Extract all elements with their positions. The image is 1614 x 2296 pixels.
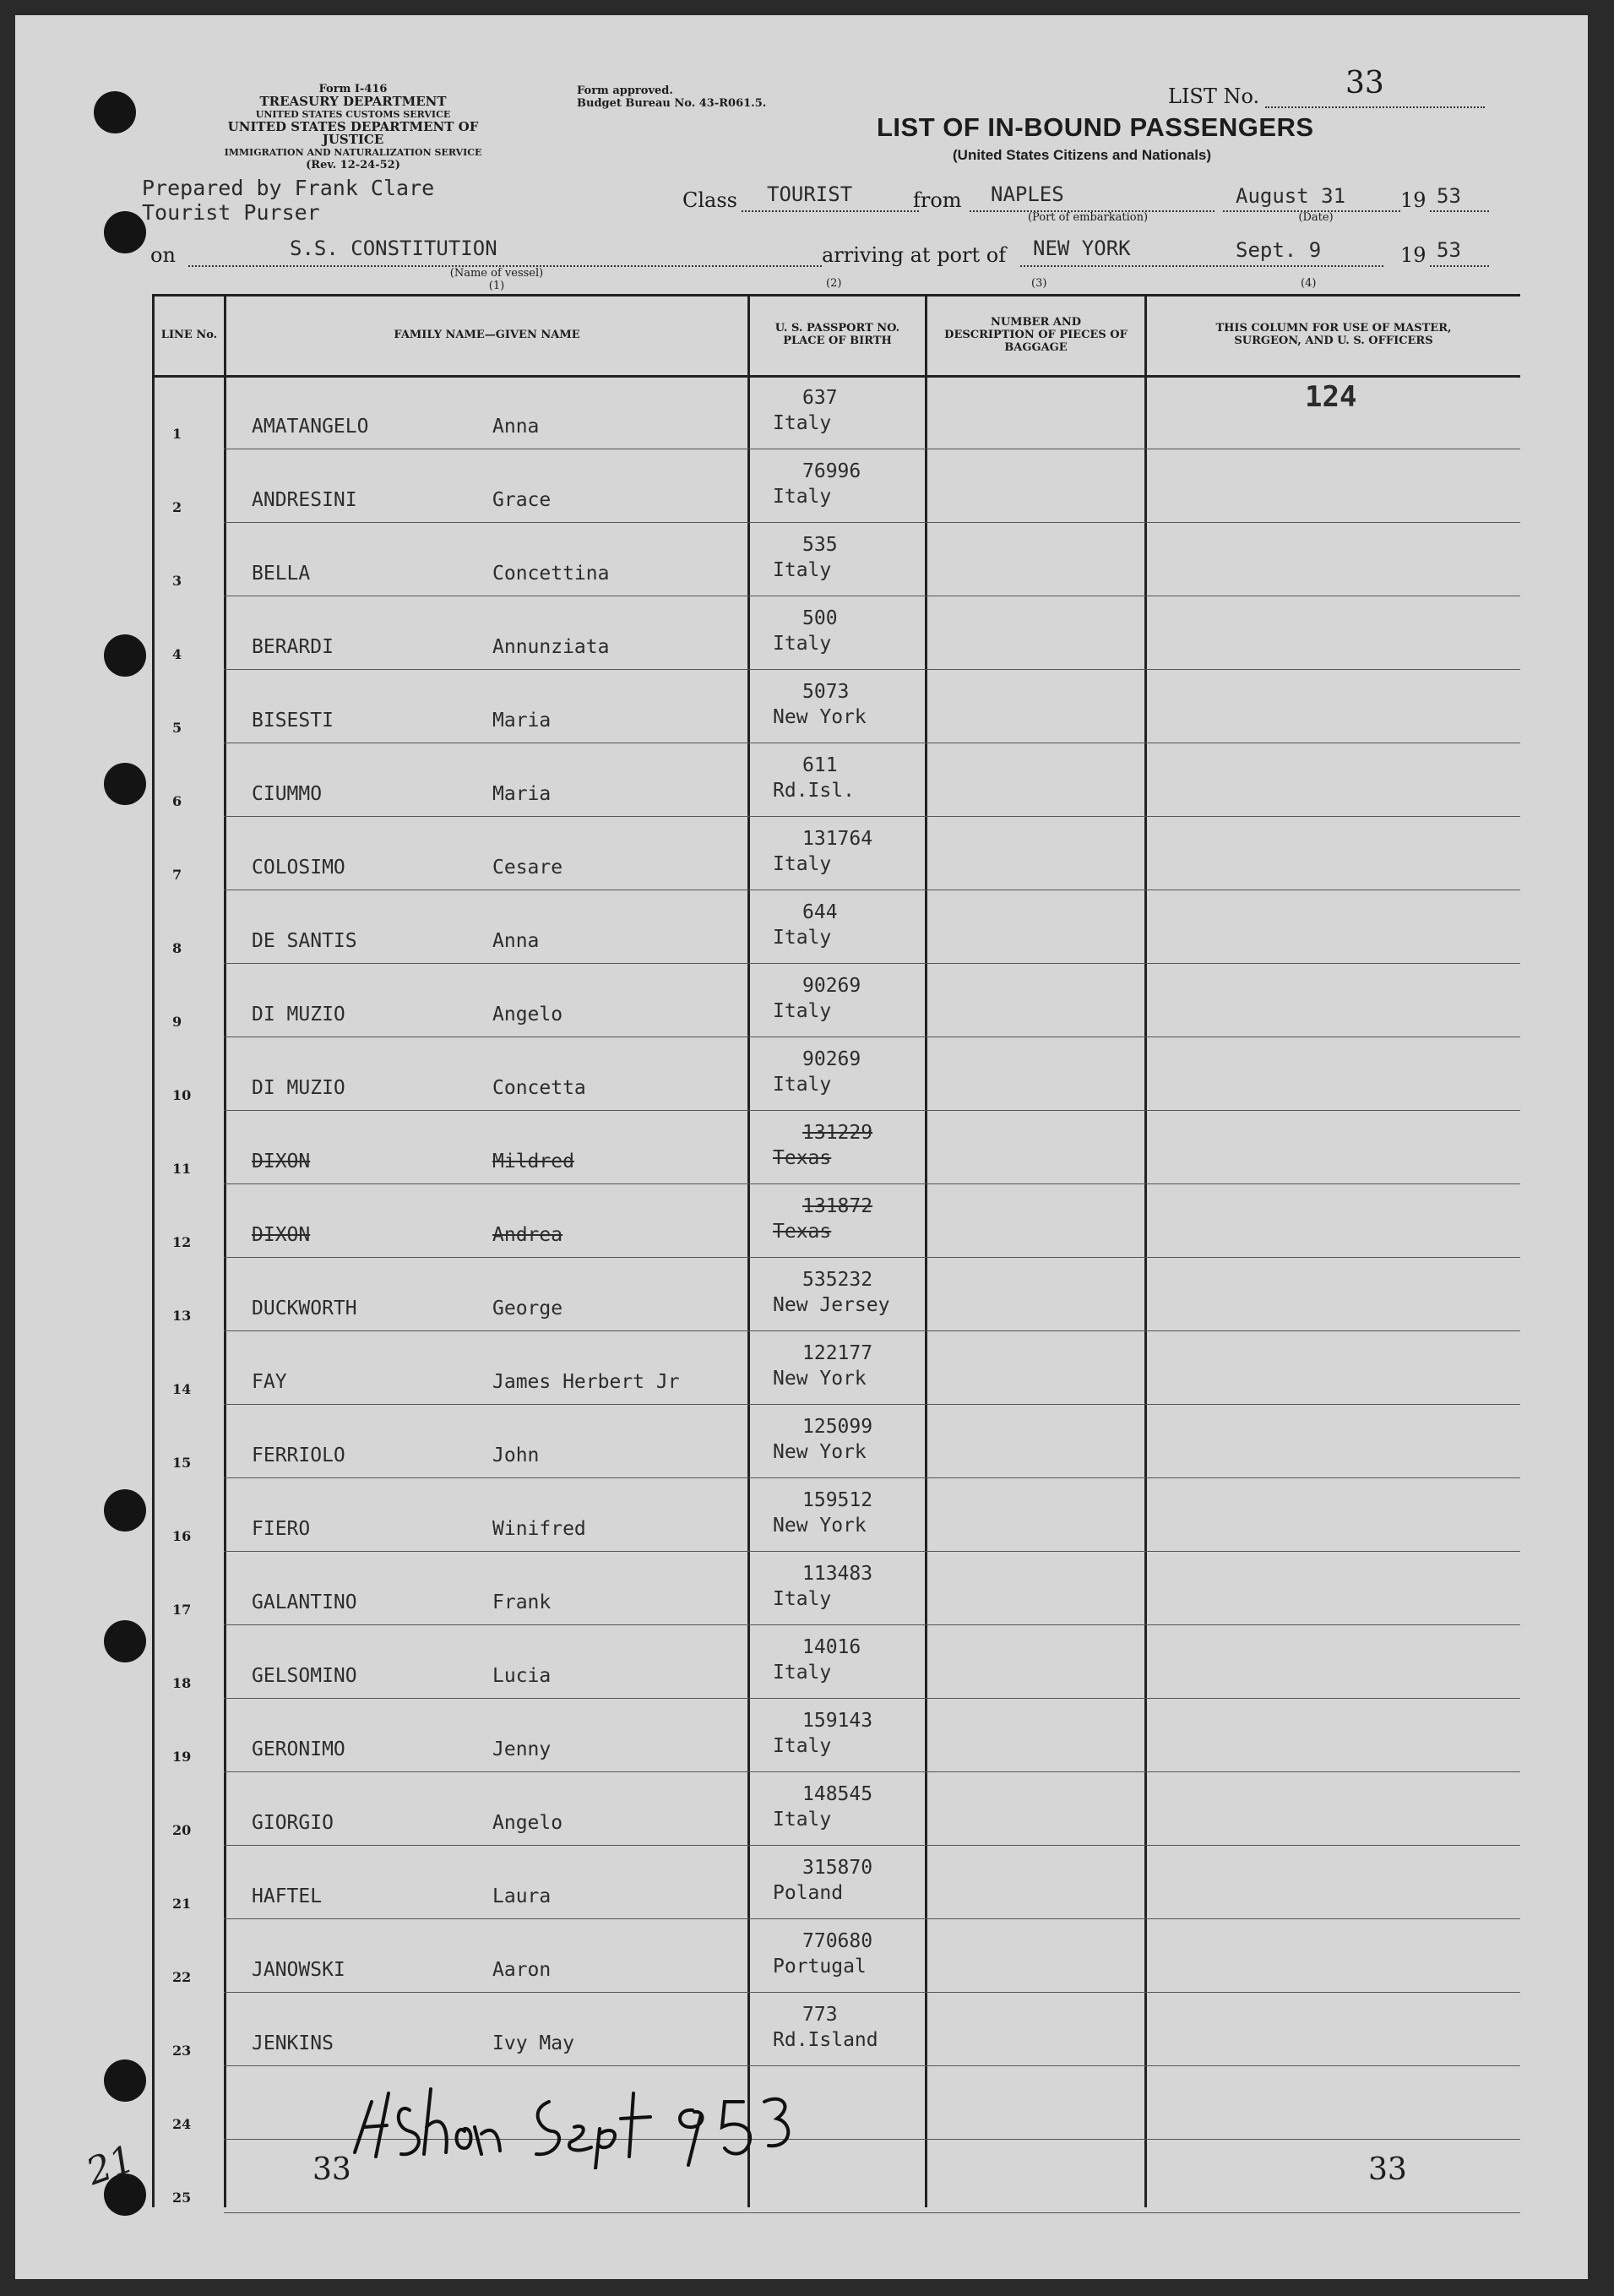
column-header-officers: THIS COLUMN FOR USE OF MASTER, SURGEON, AND U. S. OFFICERS [1215, 322, 1452, 347]
passport-number: 535 [802, 534, 838, 556]
family-name: DUCKWORTH [252, 1298, 357, 1319]
line-number: 9 [172, 1014, 182, 1030]
vessel-name: S.S. CONSTITUTION [290, 237, 497, 260]
given-name: Cesare [492, 857, 563, 879]
family-name: GALANTINO [252, 1591, 357, 1613]
embark-caption: (Port of embarkation) [1027, 211, 1149, 224]
departure-year-prefix: 19 [1400, 188, 1427, 212]
place-of-birth: Italy [773, 1662, 832, 1684]
caption-2: (2) [826, 277, 842, 290]
family-name: GIORGIO [252, 1812, 334, 1834]
line-number: 13 [172, 1308, 192, 1324]
place-of-birth: Italy [773, 1588, 832, 1610]
line-number: 17 [172, 1602, 192, 1618]
arrival-month: Sept. 9 [1236, 238, 1322, 262]
given-name: Concetta [492, 1077, 586, 1099]
given-name: Frank [492, 1591, 552, 1613]
passport-number: 90269 [802, 975, 861, 997]
punch-hole [104, 634, 146, 677]
given-name: John [492, 1445, 540, 1466]
list-number: 33 [1345, 66, 1384, 101]
family-name: COLOSIMO [252, 857, 345, 879]
arrival-year-prefix: 19 [1400, 243, 1427, 267]
family-name: DIXON [252, 1151, 311, 1172]
passport-number: 148545 [802, 1783, 873, 1805]
form-number: Form I-416 TREASURY DEPARTMENT UNITED STATES CUSTOMS SERVICE UNITED STATES DEPARTMENT OF JUSTICE IMMIGRATION AND NATURALIZATION SERVICE (Rev. 12-24-52) [224, 83, 482, 171]
line-number: 21 [172, 1896, 192, 1912]
page-title: LIST OF IN-BOUND PASSENGERS [877, 112, 1314, 142]
column-header-baggage: NUMBER AND DESCRIPTION OF PIECES OF BAGGAGE [944, 315, 1128, 354]
line-number: 25 [172, 2190, 192, 2206]
family-name: BERARDI [252, 636, 334, 658]
row-divider [224, 1036, 1520, 1037]
place-of-birth: Poland [773, 1882, 844, 1904]
row-divider [224, 1404, 1520, 1405]
line-number: 11 [172, 1161, 192, 1177]
row-divider [224, 1551, 1520, 1552]
line-number: 23 [172, 2043, 192, 2059]
place-of-birth: Rd.Isl. [773, 780, 855, 802]
passenger-table [152, 294, 1520, 2207]
family-name: FERRIOLO [252, 1445, 345, 1466]
row-divider [224, 522, 1520, 523]
family-name: CIUMMO [252, 783, 323, 805]
handwritten-signature [346, 2076, 819, 2169]
row-divider [224, 816, 1520, 817]
row-divider [224, 1183, 1520, 1184]
from-label: from [913, 188, 962, 212]
place-of-birth: Italy [773, 633, 832, 655]
line-number: 1 [172, 426, 182, 442]
family-name: ANDRESINI [252, 489, 357, 511]
line-number: 22 [172, 1969, 192, 1985]
line-number: 10 [172, 1087, 192, 1103]
passport-number: 773 [802, 2004, 838, 2026]
place-of-birth: Italy [773, 1809, 832, 1831]
place-of-birth: Italy [773, 927, 832, 949]
row-divider [224, 1992, 1520, 1993]
departure-year: 53 [1437, 184, 1461, 208]
passport-number: 113483 [802, 1563, 873, 1585]
row-divider [224, 963, 1520, 964]
given-name: Winifred [492, 1518, 586, 1540]
passport-number: 535232 [802, 1269, 873, 1291]
line-number: 18 [172, 1675, 192, 1691]
family-name: GELSOMINO [252, 1665, 357, 1687]
line-number: 4 [172, 646, 182, 662]
punch-hole [104, 1620, 146, 1662]
passport-number: 770680 [802, 1930, 873, 1952]
place-of-birth: Italy [773, 486, 832, 508]
departure-month: August 31 [1236, 184, 1346, 208]
place-of-birth: Portugal [773, 1956, 867, 1978]
column-header-line-no: LINE No. [160, 328, 218, 341]
line-number: 12 [172, 1234, 192, 1250]
passport-number: 122177 [802, 1342, 873, 1364]
punch-hole [94, 91, 136, 133]
row-divider [224, 1624, 1520, 1625]
line-number: 8 [172, 940, 182, 956]
row-divider [224, 1257, 1520, 1258]
punch-hole [104, 763, 146, 805]
place-of-birth: New York [773, 1515, 867, 1537]
passport-number: 644 [802, 901, 838, 923]
footer-list-number-right: 33 [1368, 2152, 1407, 2187]
row-divider [224, 1771, 1520, 1772]
given-name: Angelo [492, 1004, 563, 1026]
line-number: 3 [172, 573, 182, 589]
given-name: Concettina [492, 563, 610, 585]
family-name: BELLA [252, 563, 311, 585]
arriving-label: arriving at port of [822, 243, 1007, 267]
line-number: 14 [172, 1381, 192, 1397]
given-name: Maria [492, 710, 552, 732]
place-of-birth: Texas [773, 1147, 832, 1169]
given-name: Aaron [492, 1959, 552, 1981]
class-label: Class [682, 188, 737, 212]
given-name: George [492, 1298, 563, 1319]
row-divider [224, 1918, 1520, 1919]
line-number: 2 [172, 499, 182, 515]
given-name: Mildred [492, 1151, 574, 1172]
line-number: 16 [172, 1528, 192, 1544]
passport-number: 131229 [802, 1122, 873, 1144]
date-caption: (Date) [1298, 211, 1334, 224]
place-of-birth: Italy [773, 412, 832, 434]
family-name: FAY [252, 1371, 287, 1393]
given-name: Angelo [492, 1812, 563, 1834]
line-number: 5 [172, 720, 182, 736]
place-of-birth: Italy [773, 853, 832, 875]
row-divider [224, 1330, 1520, 1331]
place-of-birth: New Jersey [773, 1294, 890, 1316]
passport-number: 125099 [802, 1416, 873, 1438]
place-of-birth: Italy [773, 559, 832, 581]
place-of-birth: Italy [773, 1735, 832, 1757]
line-number: 7 [172, 867, 182, 883]
given-name: James Herbert Jr [492, 1371, 680, 1393]
row-divider [224, 2065, 1520, 2066]
row-divider [224, 1477, 1520, 1478]
given-name: Anna [492, 416, 540, 438]
arrival-port: NEW YORK [1033, 237, 1131, 260]
on-label: on [150, 243, 176, 267]
row-divider [224, 1698, 1520, 1699]
arrival-year: 53 [1437, 238, 1461, 262]
line-number: 19 [172, 1749, 192, 1765]
line-number: 24 [172, 2116, 192, 2132]
place-of-birth: Italy [773, 1074, 832, 1096]
place-of-birth: New York [773, 1368, 867, 1390]
passport-number: 14016 [802, 1636, 861, 1658]
family-name: JANOWSKI [252, 1959, 345, 1981]
passport-number: 500 [802, 607, 838, 629]
given-name: Jenny [492, 1738, 552, 1760]
caption-3: (3) [1031, 277, 1047, 290]
row-divider [224, 669, 1520, 670]
family-name: DI MUZIO [252, 1004, 345, 1026]
manifest-page [15, 15, 1588, 2279]
passport-number: 5073 [802, 681, 850, 703]
row-divider [224, 1845, 1520, 1846]
row-divider [224, 1110, 1520, 1111]
given-name: Laura [492, 1885, 552, 1907]
caption-4: (4) [1301, 277, 1317, 290]
family-name: BISESTI [252, 710, 334, 732]
given-name: Maria [492, 783, 552, 805]
given-name: Grace [492, 489, 552, 511]
passport-number: 611 [802, 754, 838, 776]
place-of-birth: Texas [773, 1221, 832, 1243]
passport-number: 637 [802, 387, 838, 409]
passport-number: 131872 [802, 1195, 873, 1217]
prepared-by: Prepared by Frank Clare Tourist Purser [142, 176, 435, 225]
page-subtitle: (United States Citizens and Nationals) [953, 147, 1212, 163]
line-number: 20 [172, 1822, 192, 1838]
from-value: NAPLES [991, 182, 1064, 206]
column-header-passport: U. S. PASSPORT NO. PLACE OF BIRTH [774, 322, 900, 347]
family-name: FIERO [252, 1518, 311, 1540]
footer-list-number-left: 33 [312, 2152, 351, 2187]
punch-hole [104, 1489, 146, 1532]
row-divider [224, 2212, 1520, 2213]
punch-hole [104, 211, 146, 253]
family-name: GERONIMO [252, 1738, 345, 1760]
officer-stamp: 124 [1305, 380, 1357, 414]
passport-number: 159143 [802, 1710, 873, 1732]
given-name: Ivy May [492, 2032, 574, 2054]
family-name: DI MUZIO [252, 1077, 345, 1099]
passport-number: 90269 [802, 1048, 861, 1070]
passport-number: 315870 [802, 1857, 873, 1879]
place-of-birth: New York [773, 706, 867, 728]
punch-hole [104, 2059, 146, 2102]
class-value: TOURIST [767, 182, 853, 206]
given-name: Andrea [492, 1224, 563, 1246]
given-name: Annunziata [492, 636, 610, 658]
passport-number: 159512 [802, 1489, 873, 1511]
list-number-label: LIST No. [1168, 84, 1260, 108]
margin-note: 21 [80, 2136, 141, 2195]
place-of-birth: Italy [773, 1000, 832, 1022]
line-number: 6 [172, 793, 182, 809]
family-name: HAFTEL [252, 1885, 323, 1907]
family-name: AMATANGELO [252, 416, 369, 438]
place-of-birth: Rd.Island [773, 2029, 878, 2051]
family-name: JENKINS [252, 2032, 334, 2054]
place-of-birth: New York [773, 1441, 867, 1463]
given-name: Lucia [492, 1665, 552, 1687]
passport-number: 131764 [802, 828, 873, 850]
form-approval: Form approved. Budget Bureau No. 43-R061.5. [577, 84, 767, 110]
passport-number: 76996 [802, 460, 861, 482]
vessel-caption: (Name of vessel) (1) [449, 267, 544, 292]
column-header-name: FAMILY NAME—GIVEN NAME [394, 328, 580, 341]
line-number: 15 [172, 1455, 192, 1471]
given-name: Anna [492, 930, 540, 952]
family-name: DIXON [252, 1224, 311, 1246]
family-name: DE SANTIS [252, 930, 357, 952]
